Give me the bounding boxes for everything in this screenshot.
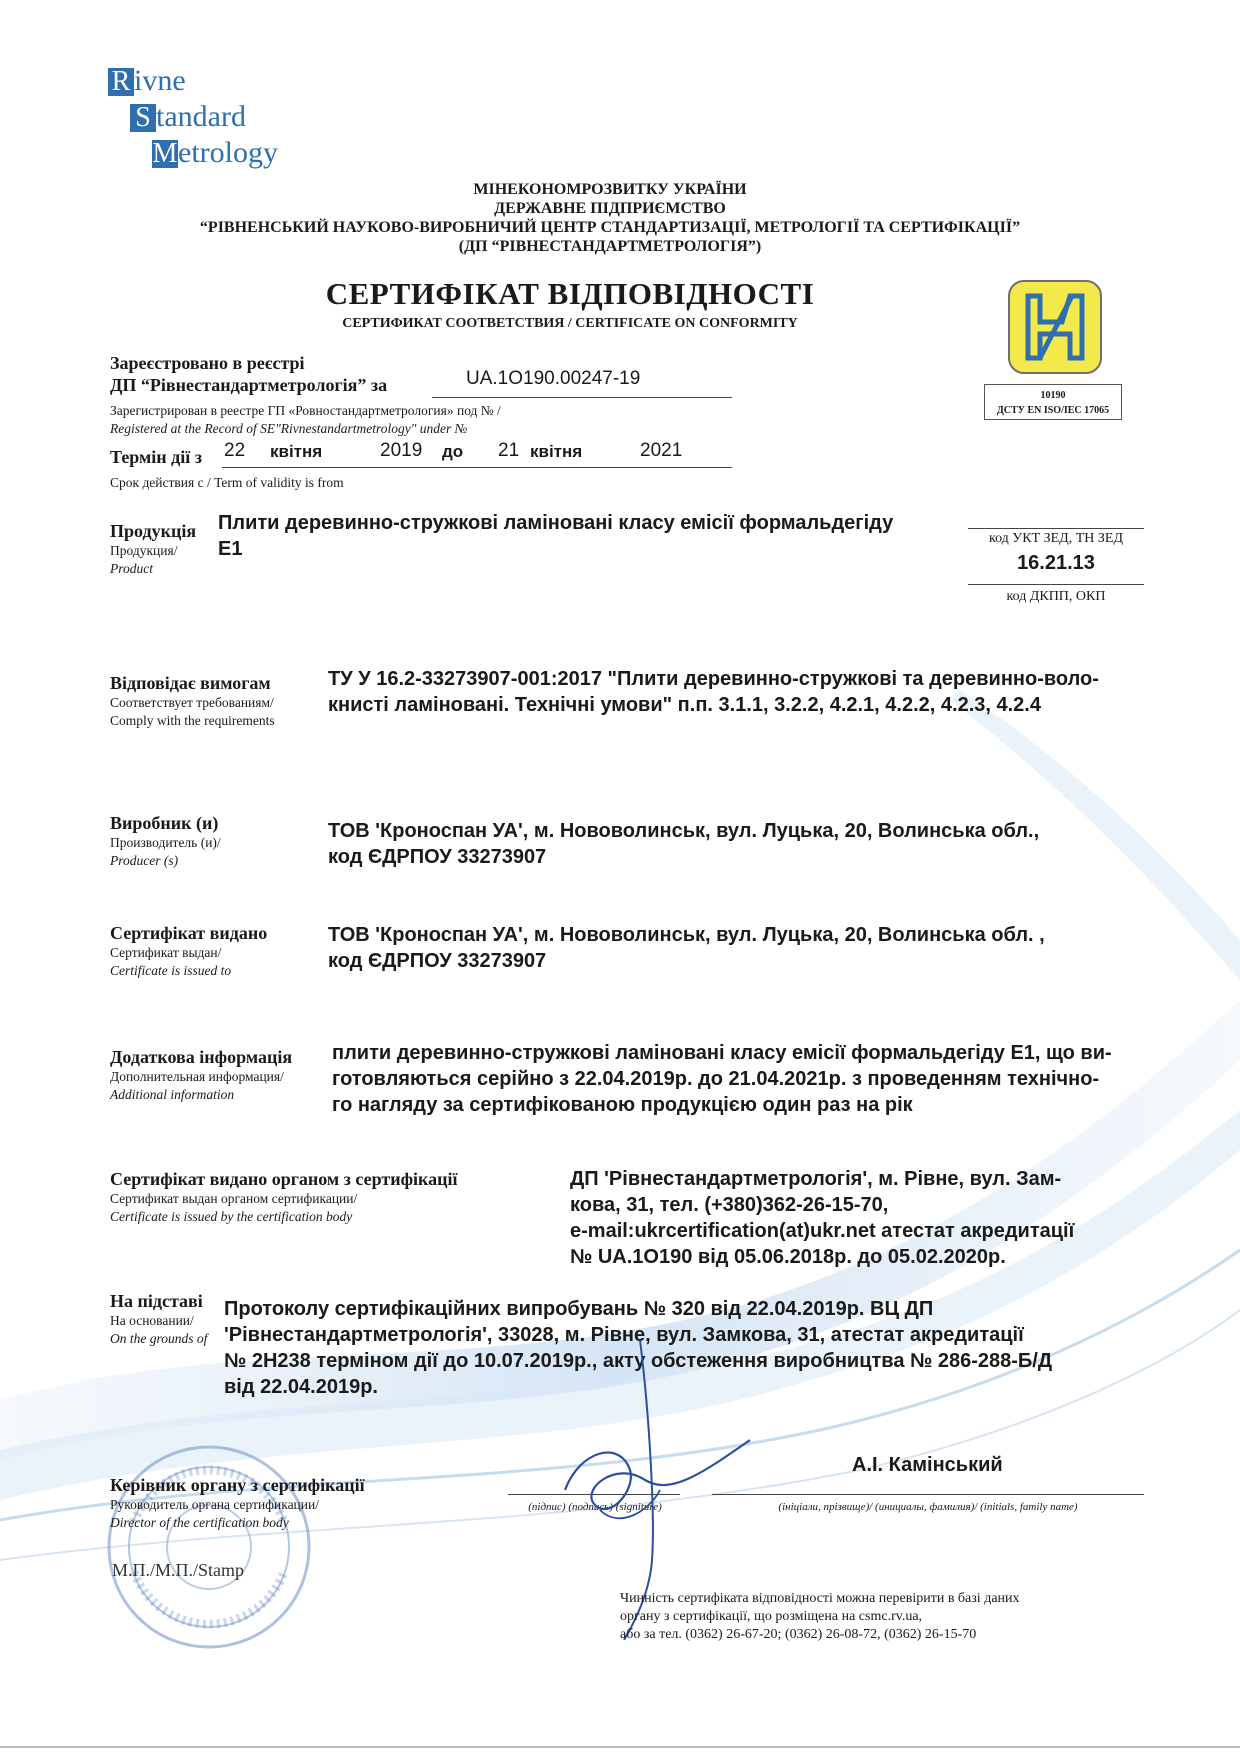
product-value bbox=[218, 510, 938, 562]
page-bottom-line bbox=[0, 1746, 1240, 1748]
issued-to-value-line2: код ЄДРПОУ 33273907 bbox=[328, 950, 547, 972]
accreditation-mark bbox=[1008, 280, 1102, 374]
issued-to-labels bbox=[110, 922, 267, 980]
additional-label-en: Additional information bbox=[110, 1087, 235, 1102]
accreditation-label bbox=[984, 384, 1122, 420]
registry-label-line1: Зареєстровано в реєстрі bbox=[110, 353, 305, 373]
registry-label-en: Registered at the Record of SE"Rivnestandartmetrology" under № bbox=[110, 421, 468, 436]
additional-value-line2: готовляються серійно з 22.04.2019р. до 21.04.2021р. з проведенням технічно- bbox=[332, 1068, 1100, 1090]
requirements-label-ru: Соответствует требованиям/ bbox=[110, 695, 274, 710]
validity-from-month: квітня bbox=[270, 442, 323, 461]
signatory-name: А.І. Камінський bbox=[852, 1454, 1003, 1476]
issued-to-label-en: Certificate is issued to bbox=[110, 963, 232, 978]
name-caption: (ініціали, прізвище)/ (инициалы, фамилия)/ (initials, family name) bbox=[778, 1501, 1078, 1513]
logo-word-ivne: ivne bbox=[134, 64, 186, 97]
product-code-label-bottom: код ДКПП, ОКП bbox=[1006, 589, 1106, 604]
registry-label-line2: ДП “Рівнестандартметрологія” за bbox=[110, 375, 388, 395]
issuing-body-value-line3: e-mail:ukrcertification(at)ukr.net атестат акредитації bbox=[570, 1220, 1075, 1242]
grounds-labels bbox=[110, 1290, 207, 1348]
accreditation-standard: ДСТУ EN ISO/IEC 17065 bbox=[996, 405, 1110, 416]
producer-value-line2: код ЄДРПОУ 33273907 bbox=[328, 846, 547, 868]
product-label-en: Product bbox=[110, 561, 153, 576]
product-value-line2: Е1 bbox=[218, 538, 243, 560]
producer-label-ru: Производитель (и)/ bbox=[110, 835, 221, 850]
additional-value bbox=[332, 1040, 1152, 1118]
validity-label-text: Срок действия с / Term of validity is from bbox=[110, 475, 344, 490]
accreditation-code: 10190 bbox=[1040, 390, 1066, 401]
product-labels bbox=[110, 520, 196, 578]
product-code-bottom-line bbox=[968, 584, 1144, 585]
requirements-value-line2: книсті ламіновані. Технічні умови" п.п. 3.1.1, 3.2.2, 4.2.1, 4.2.2, 4.2.3, 4.2.4 bbox=[328, 694, 1041, 716]
issuing-body-value bbox=[570, 1166, 1130, 1270]
issued-to-value bbox=[328, 922, 1148, 974]
issuing-body-value-line1: ДП 'Рівнестандартметрологія', м. Рівне, вул. Зам- bbox=[570, 1168, 1062, 1190]
logo-word-etrology: etrology bbox=[178, 136, 278, 169]
grounds-value-line2: 'Рівнестандартметрологія', 33028, м. Рівне, вул. Замкова, 31, атестат акредитації bbox=[224, 1324, 1024, 1346]
logo-letter-m: M bbox=[152, 138, 178, 169]
head-labels bbox=[110, 1474, 365, 1532]
ministry-name: МІНЕКОНОМРОЗВИТКУ УКРАЇНИ bbox=[473, 181, 747, 198]
issuing-body-label: Сертифікат видано органом з сертифікації bbox=[110, 1169, 458, 1189]
requirements-value bbox=[328, 666, 1148, 718]
grounds-label-ru: На основании/ bbox=[110, 1313, 194, 1328]
validity-from-year: 2019 bbox=[380, 440, 423, 461]
validity-underline bbox=[222, 467, 732, 468]
additional-value-line1: плити деревинно-стружкові ламіновані класу емісії формальдегіду Е1, що ви- bbox=[332, 1042, 1112, 1064]
rsm-logo bbox=[108, 66, 278, 172]
verification-note bbox=[620, 1590, 1020, 1644]
producer-value-line1: ТОВ 'Кроноспан УА', м. Нововолинськ, вул. Луцька, 20, Волинська обл., bbox=[328, 820, 1040, 842]
issued-to-label: Сертифікат видано bbox=[110, 923, 268, 943]
certificate-subtitle: СЕРТИФИКАТ СООТВЕТСТВИЯ / CERTIFICATE ON CONFORMITY bbox=[342, 316, 798, 331]
grounds-value-line1: Протоколу сертифікаційних випробувань № 320 від 22.04.2019р. ВЦ ДП bbox=[224, 1298, 934, 1320]
requirements-value-line1: ТУ У 16.2-33273907-001:2017 "Плити деревинно-стружкові та деревинно-воло- bbox=[328, 668, 1099, 690]
enterprise-type: ДЕРЖАВНЕ ПІДПРИЄМСТВО bbox=[494, 200, 726, 217]
head-label: Керівник органу з сертифікації bbox=[110, 1475, 365, 1495]
name-line bbox=[712, 1494, 1144, 1495]
product-value-line1: Плити деревинно-стружкові ламіновані класу емісії формальдегіду bbox=[218, 512, 894, 534]
product-label-ru: Продукция/ bbox=[110, 543, 178, 558]
validity-to-year: 2021 bbox=[640, 440, 683, 461]
requirements-labels bbox=[110, 672, 275, 730]
verification-note-line3: або за тел. (0362) 26-67-20; (0362) 26-08-72, (0362) 26-15-70 bbox=[620, 1627, 977, 1642]
ia-logo-icon bbox=[1010, 282, 1100, 372]
producer-label: Виробник (и) bbox=[110, 813, 219, 833]
issuing-body-value-line4: № UA.1O190 від 05.06.2018р. до 05.02.2020р. bbox=[570, 1246, 1006, 1268]
grounds-value-line3: № 2Н238 терміном дії до 10.07.2019р., акту обстеження виробництва № 286-288-Б/Д bbox=[224, 1350, 1053, 1372]
producer-labels bbox=[110, 812, 221, 870]
product-code-top-line bbox=[968, 528, 1144, 529]
validity-dates bbox=[222, 440, 742, 466]
head-label-ru: Руководитель органа сертификации/ bbox=[110, 1497, 319, 1512]
grounds-label-en: On the grounds of bbox=[110, 1331, 208, 1346]
additional-value-line3: го нагляду за сертифікованою продукцією один раз на рік bbox=[332, 1094, 913, 1116]
issued-to-label-ru: Сертификат выдан/ bbox=[110, 945, 222, 960]
certificate-title: СЕРТИФІКАТ ВІДПОВІДНОСТІ bbox=[325, 276, 815, 311]
requirements-label-en: Comply with the requirements bbox=[110, 713, 275, 728]
logo-word-tandard: tandard bbox=[156, 100, 246, 133]
issuing-body-labels bbox=[110, 1168, 458, 1226]
additional-label: Додаткова інформація bbox=[110, 1047, 293, 1067]
signature-caption: (підпис) (подпись) (signiture) bbox=[528, 1501, 662, 1513]
additional-labels bbox=[110, 1046, 292, 1104]
validity-label-ru-en bbox=[110, 474, 344, 492]
registry-number: UA.1O190.00247-19 bbox=[466, 368, 641, 389]
registry-label bbox=[110, 352, 387, 396]
product-code-label-top: код УКТ ЗЕД, ТН ЗЕД bbox=[988, 531, 1123, 546]
grounds-value-line4: від 22.04.2019р. bbox=[224, 1376, 378, 1398]
requirements-label: Відповідає вимогам bbox=[110, 673, 271, 693]
issuing-body-value-line2: кова, 31, тел. (+380)362-26-15-70, bbox=[570, 1194, 889, 1216]
head-label-en: Director of the certification body bbox=[110, 1515, 289, 1530]
logo-letter-r: R bbox=[108, 68, 134, 96]
stamp-label: М.П./М.П./Stamp bbox=[112, 1560, 245, 1580]
verification-note-line2: органу з сертифікації, що розміщена на csmc.rv.ua, bbox=[620, 1609, 923, 1624]
grounds-label: На підставі bbox=[110, 1291, 203, 1311]
validity-to-word: до bbox=[442, 442, 464, 461]
registry-number-underline bbox=[432, 397, 732, 398]
center-short-name: (ДП “РІВНЕСТАНДАРТМЕТРОЛОГІЯ”) bbox=[458, 238, 762, 255]
product-code-value: 16.21.13 bbox=[1017, 552, 1095, 574]
header-block bbox=[110, 180, 1110, 256]
logo-letter-s: S bbox=[130, 104, 156, 132]
validity-label: Термін дії з bbox=[110, 447, 203, 467]
issuing-body-label-ru: Сертификат выдан органом сертификации/ bbox=[110, 1191, 358, 1206]
center-name: “РІВНЕНСЬКИЙ НАУКОВО-ВИРОБНИЧИЙ ЦЕНТР СТАНДАРТИЗАЦІЇ, МЕТРОЛОГІЇ ТА СЕРТИФІКАЦІЇ” bbox=[199, 219, 1021, 236]
validity-to-day: 21 bbox=[498, 440, 520, 461]
additional-label-ru: Дополнительная информация/ bbox=[110, 1069, 284, 1084]
issuing-body-label-en: Certificate is issued by the certification body bbox=[110, 1209, 353, 1224]
issued-to-value-line1: ТОВ 'Кроноспан УА', м. Нововолинськ, вул. Луцька, 20, Волинська обл. , bbox=[328, 924, 1045, 946]
producer-label-en: Producer (s) bbox=[110, 853, 179, 868]
registry-label-ru: Зарегистрирован в реестре ГП «Ровностандартметрология» под № / bbox=[110, 403, 501, 418]
validity-from-day: 22 bbox=[224, 440, 246, 461]
producer-value bbox=[328, 818, 1148, 870]
validity-to-month: квітня bbox=[530, 442, 583, 461]
product-label: Продукція bbox=[110, 521, 197, 541]
verification-note-line1: Чинність сертифіката відповідності можна перевірити в базі даних bbox=[620, 1591, 1020, 1606]
